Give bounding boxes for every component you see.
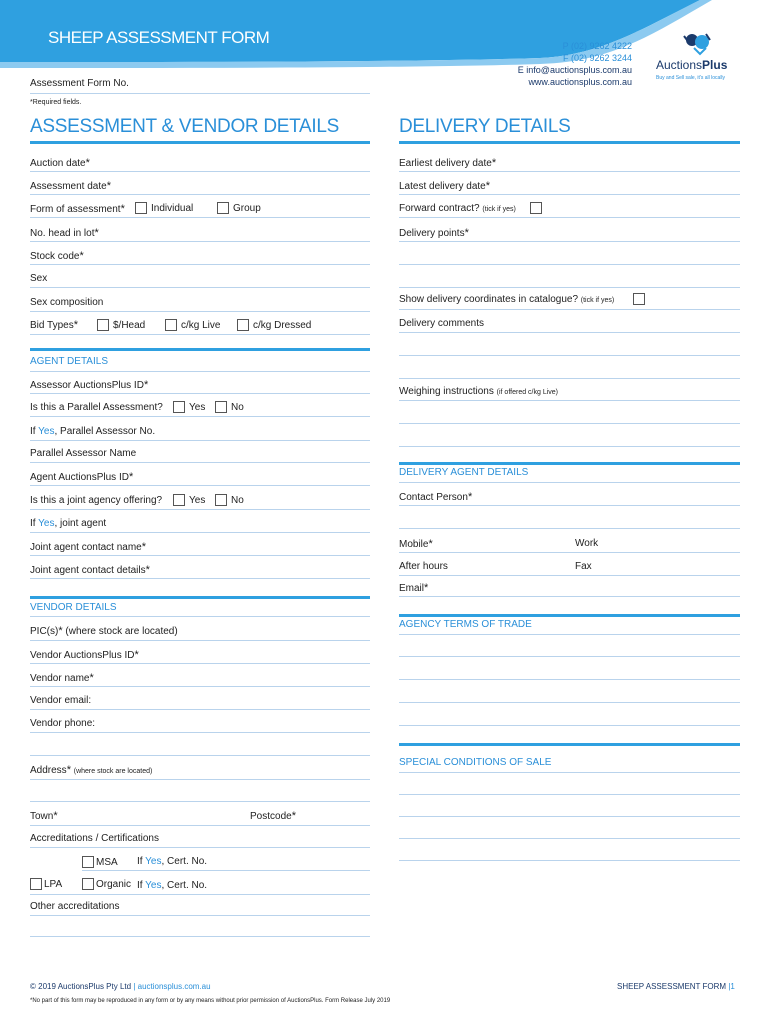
msa-label: MSA [96, 857, 118, 868]
contact-person-field[interactable] [399, 505, 740, 506]
parallel-no-checkbox[interactable] [215, 401, 227, 413]
assessor-id-label: Assessor AuctionsPlus ID* [30, 379, 149, 391]
website-link[interactable]: www.auctionsplus.com.au [528, 77, 632, 87]
assessment-date-field[interactable] [30, 194, 370, 195]
email-field[interactable] [399, 596, 740, 597]
joint-contact-name-field[interactable] [30, 555, 370, 556]
no-head-label: No. head in lot* [30, 227, 99, 239]
per-head-checkbox[interactable] [97, 319, 109, 331]
vendor-phone-field[interactable] [30, 732, 370, 733]
parallel-yes-checkbox[interactable] [173, 401, 185, 413]
joint-contact-details-label: Joint agent contact details* [30, 564, 150, 576]
after-hours-label: After hours [399, 561, 448, 572]
agent-details-heading: AGENT DETAILS [30, 356, 108, 367]
vendor-id-field[interactable] [30, 663, 370, 664]
delivery-agent-heading: DELIVERY AGENT DETAILS [399, 467, 529, 478]
town-postcode-field[interactable] [30, 825, 370, 826]
logo-text-b: Plus [702, 58, 728, 72]
required-note: *Required fields. [30, 99, 82, 106]
footer-site-link[interactable]: auctionsplus.com.au [137, 982, 211, 991]
parallel-assessor-no-label: If Yes, Parallel Assessor No. [30, 426, 156, 437]
footer-notice: *No part of this form may be reproduced in any form or by any means without prior permission of AuctionsPlus. Form Release July 2019 [30, 998, 391, 1004]
footer-form-name: SHEEP ASSESSMENT FORM |1 [617, 982, 735, 991]
joint-agent-field[interactable] [30, 532, 370, 533]
forward-contract-checkbox[interactable] [530, 202, 542, 214]
joint-no-label: No [231, 495, 244, 506]
msa-cert-label: If Yes, Cert. No. [137, 856, 208, 867]
form-no-label: Assessment Form No. [30, 78, 129, 89]
vendor-id-label: Vendor AuctionsPlus ID* [30, 649, 139, 661]
contact-person-label: Contact Person* [399, 491, 473, 503]
other-accreditations-label: Other accreditations [30, 901, 120, 912]
agent-id-field[interactable] [30, 485, 370, 486]
organic-cert-field[interactable] [30, 894, 370, 895]
joint-yes-label: Yes [189, 495, 206, 506]
individual-label: Individual [151, 203, 194, 214]
msa-cert-field[interactable] [82, 870, 370, 871]
joint-contact-details-field[interactable] [30, 578, 370, 579]
sex-composition-label: Sex composition [30, 297, 104, 308]
earliest-delivery-label: Earliest delivery date* [399, 157, 497, 169]
stock-code-field[interactable] [30, 264, 370, 265]
ckg-dressed-label: c/kg Dressed [253, 320, 312, 331]
other-accreditations-field[interactable] [30, 915, 370, 916]
ckg-live-label: c/kg Live [181, 320, 221, 331]
contact-block [470, 40, 632, 88]
fax-label: Fax [575, 561, 592, 572]
ckg-live-checkbox[interactable] [165, 319, 177, 331]
lpa-checkbox[interactable] [30, 878, 42, 890]
organic-checkbox[interactable] [82, 878, 94, 890]
form-title: SHEEP ASSESSMENT FORM [48, 28, 270, 47]
address-field[interactable] [30, 779, 370, 780]
group-label: Group [233, 203, 261, 214]
auction-date-field[interactable] [30, 171, 370, 172]
weighing-field[interactable] [399, 400, 740, 401]
logo-text-a: Auctions [656, 58, 703, 72]
assessment-date-label: Assessment date* [30, 180, 111, 192]
delivery-points-field[interactable] [399, 241, 740, 242]
forward-contract-label: Forward contract? (tick if yes) [399, 203, 516, 214]
pics-field[interactable] [30, 640, 370, 641]
parallel-question: Is this a Parallel Assessment? [30, 402, 163, 413]
after-hours-fax-field[interactable] [399, 575, 740, 576]
auction-date-label: Auction date* [30, 157, 90, 169]
work-label: Work [575, 538, 599, 549]
sex-label: Sex [30, 273, 48, 284]
pics-label: PIC(s)* (where stock are located) [30, 625, 178, 637]
agency-terms-heading: AGENCY TERMS OF TRADE [399, 619, 532, 630]
parallel-no-label: No [231, 402, 244, 413]
agent-id-label: Agent AuctionsPlus ID* [30, 471, 134, 483]
logo-wordmark [656, 58, 727, 72]
email-label: Email* [399, 582, 429, 594]
vendor-email-label: Vendor email: [30, 695, 92, 706]
mobile-label: Mobile* [399, 538, 433, 550]
email-link[interactable]: E info@auctionsplus.com.au [517, 65, 632, 75]
footer-copyright: © 2019 AuctionsPlus Pty Ltd | auctionsplus.com.au [30, 982, 211, 991]
vendor-name-label: Vendor name* [30, 672, 94, 684]
logo [650, 30, 750, 90]
stock-code-label: Stock code* [30, 250, 84, 262]
individual-checkbox[interactable] [135, 202, 147, 214]
sex-composition-field[interactable] [30, 311, 370, 312]
assessment-vendor-heading: ASSESSMENT & VENDOR DETAILS [30, 116, 339, 137]
lpa-label: LPA [44, 879, 63, 890]
special-conditions-field[interactable] [399, 772, 740, 773]
joint-contact-name-label: Joint agent contact name* [30, 541, 147, 553]
per-head-label: $/Head [113, 320, 146, 331]
parallel-assessor-name-field[interactable] [30, 462, 370, 463]
vendor-phone-label: Vendor phone: [30, 718, 96, 729]
bid-types-label: Bid Types* [30, 319, 79, 331]
phone-text: P (02) 9262 4222 [562, 41, 632, 51]
group-checkbox[interactable] [217, 202, 229, 214]
agency-terms-field[interactable] [399, 634, 740, 635]
delivery-comments-label: Delivery comments [399, 318, 485, 329]
weighing-label: Weighing instructions (if offered c/kg Live) [399, 386, 558, 397]
joint-agency-question: Is this a joint agency offering? [30, 495, 163, 506]
earliest-delivery-field[interactable] [399, 171, 740, 172]
parallel-assessor-name-label: Parallel Assessor Name [30, 448, 137, 459]
special-conditions-heading: SPECIAL CONDITIONS OF SALE [399, 757, 552, 768]
fax-text: F (02) 9262 3244 [562, 53, 632, 63]
msa-checkbox[interactable] [82, 856, 94, 868]
assessor-id-field[interactable] [30, 393, 370, 394]
parallel-yes-label: Yes [189, 402, 206, 413]
form-of-assessment-label: Form of assessment* [30, 203, 125, 215]
latest-delivery-field[interactable] [399, 194, 740, 195]
vendor-email-field[interactable] [30, 709, 370, 710]
delivery-details-heading: DELIVERY DETAILS [399, 116, 571, 137]
mobile-work-field[interactable] [399, 552, 740, 553]
postcode-label: Postcode* [250, 810, 296, 822]
ckg-dressed-checkbox[interactable] [237, 319, 249, 331]
joint-agent-label: If Yes, joint agent [30, 518, 107, 529]
sex-field[interactable] [30, 287, 370, 288]
vendor-name-field[interactable] [30, 686, 370, 687]
show-coords-label: Show delivery coordinates in catalogue? (tick if yes) [399, 294, 615, 305]
latest-delivery-label: Latest delivery date* [399, 180, 490, 192]
organic-cert-label: If Yes, Cert. No. [137, 880, 208, 891]
delivery-points-label: Delivery points* [399, 227, 469, 239]
accreditations-label: Accreditations / Certifications [30, 833, 159, 844]
show-coords-checkbox[interactable] [633, 293, 645, 305]
joint-no-checkbox[interactable] [215, 494, 227, 506]
vendor-details-heading: VENDOR DETAILS [30, 602, 117, 613]
joint-yes-checkbox[interactable] [173, 494, 185, 506]
logo-mark-icon [680, 30, 716, 58]
no-head-field[interactable] [30, 241, 370, 242]
town-label: Town* [30, 810, 58, 822]
logo-tagline: Buy and Sell sale, it's all locally [656, 75, 726, 81]
address-label: Address* (where stock are located) [30, 764, 153, 776]
delivery-comments-field[interactable] [399, 332, 740, 333]
parallel-assessor-no-field[interactable] [30, 440, 370, 441]
organic-label: Organic [96, 879, 132, 890]
